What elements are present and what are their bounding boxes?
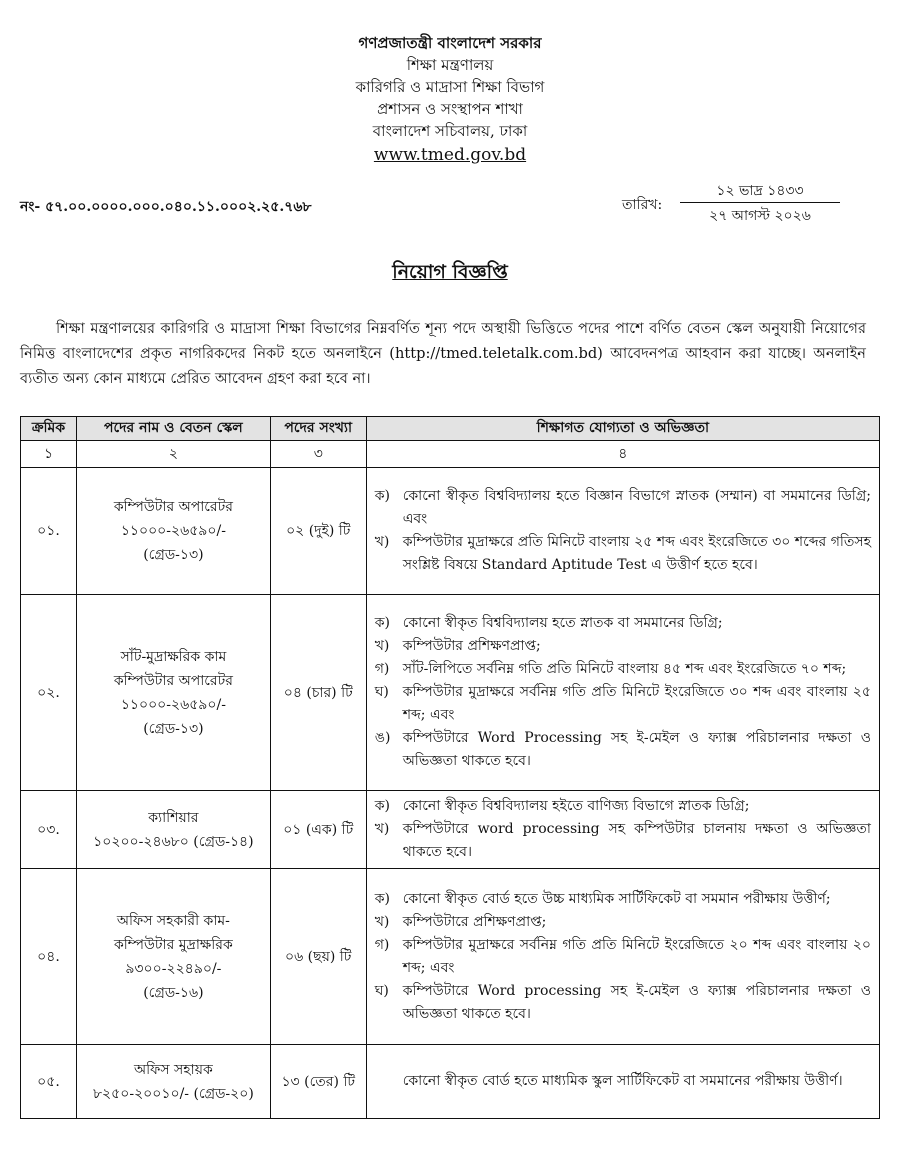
item-text: কম্পিউটারে Word Processing সহ ই-মেইল ও ফ্যাক্স পরিচালনার দক্ষতা ও অভিজ্ঞতা থাকতে হবে। xyxy=(402,730,871,769)
item-label: ঙ) xyxy=(374,730,391,746)
table-row xyxy=(21,791,880,869)
post-line: অফিস সহকারী কাম- xyxy=(116,912,230,929)
memo-number: নং- ৫৭.০০.০০০০.০০০.০৪০.১১.০০০২.২৫.৭৬৮ xyxy=(20,199,312,215)
row-serial: ০৩. xyxy=(21,791,77,869)
qualification-item xyxy=(375,980,871,1026)
table-row xyxy=(21,595,880,791)
post-name-scale xyxy=(76,791,270,869)
post-line: কম্পিউটার মুদ্রাক্ষরিক xyxy=(114,936,233,953)
post-count: ১৩ (তের) টি xyxy=(270,1045,366,1119)
item-label: ক) xyxy=(374,488,390,504)
item-text: কম্পিউটার মুদ্রাক্ষরে সর্বনিম্ন গতি প্রতি মিনিটে ইংরেজিতে ২০ শব্দ এবং বাংলায় ২০ শব্দ; এবং xyxy=(402,936,871,976)
qualification-item xyxy=(375,485,871,531)
date-block xyxy=(680,180,840,227)
qualification-item xyxy=(375,888,871,911)
location: বাংলাদেশ সচিবালয়, ঢাকা xyxy=(372,122,528,140)
post-name-scale xyxy=(76,595,270,791)
post-line: ক্যাশিয়ার xyxy=(148,809,199,826)
post-line: কম্পিউটার অপারেটর xyxy=(113,499,233,515)
item-label: গ) xyxy=(374,661,390,677)
row-serial: ০৫. xyxy=(21,1045,77,1119)
item-text: কম্পিউটার মুদ্রাক্ষরে সর্বনিম্ন গতি প্রতি মিনিটে ইংরেজিতে ৩০ শব্দ এবং বাংলায় ২৫ শব্দ; এবং xyxy=(402,684,871,723)
item-text: কোনো স্বীকৃত বোর্ড হতে উচ্চ মাধ্যমিক সার্টিফিকেট বা সমমান পরীক্ষায় উত্তীর্ণ; xyxy=(402,890,831,907)
qualification-item xyxy=(375,727,871,773)
column-number: ৪ xyxy=(366,441,879,468)
item-text: কম্পিউটারে প্রশিক্ষণপ্রাপ্ত; xyxy=(402,913,547,930)
table-row xyxy=(21,468,880,595)
item-label: খ) xyxy=(374,821,390,837)
post-line: (গ্রেড-১৩) xyxy=(143,720,204,737)
qualification-item xyxy=(375,658,871,681)
post-line: অফিস সহায়ক xyxy=(134,1061,213,1078)
letterhead xyxy=(0,32,900,166)
item-label: ক) xyxy=(374,890,390,907)
date-bangla: ১২ ভাদ্র ১৪৩৩ xyxy=(716,183,804,199)
row-serial: ০১. xyxy=(21,468,77,595)
post-count: ০২ (দুই) টি xyxy=(270,468,366,595)
post-count: ০৪ (চার) টি xyxy=(270,595,366,791)
post-line: ৮২৫০-২০০১০/- (গ্রেড-২০) xyxy=(92,1085,254,1102)
post-count: ০৬ (ছয়) টি xyxy=(270,869,366,1045)
post-name-scale xyxy=(76,1045,270,1119)
post-line: (গ্রেড-১৬) xyxy=(143,984,204,1001)
item-text: কোনো স্বীকৃত বিশ্ববিদ্যালয় হতে স্নাতক বা সমমানের ডিগ্রি; xyxy=(402,615,723,631)
qualification-cell xyxy=(366,468,879,595)
branch-name: প্রশাসন ও সংস্থাপন শাখা xyxy=(377,100,523,118)
ministry-name: শিক্ষা মন্ত্রণালয় xyxy=(406,56,494,74)
post-line: ৯৩০০-২২৪৯০/- xyxy=(125,960,222,977)
government-name: গণপ্রজাতন্ত্রী বাংলাদেশ সরকার xyxy=(358,34,542,52)
item-text: কম্পিউটার প্রশিক্ষণপ্রাপ্ত; xyxy=(402,638,541,654)
item-text: কম্পিউটারে word processing সহ কম্পিউটার চালনায় দক্ষতা ও অভিজ্ঞতা থাকতে হবে। xyxy=(402,821,871,860)
column-number: ৩ xyxy=(270,441,366,468)
qualification-cell xyxy=(366,869,879,1045)
item-text: কোনো স্বীকৃত বোর্ড হতে মাধ্যমিক স্কুল সার্টিফিকেট বা সমমানের পরীক্ষায় উত্তীর্ণ। xyxy=(402,1073,843,1089)
post-name-scale xyxy=(76,468,270,595)
column-number: ১ xyxy=(21,441,77,468)
item-text: কোনো স্বীকৃত বিশ্ববিদ্যালয় হতে বিজ্ঞান বিভাগে স্নাতক (সম্মান) বা সমমানের ডিগ্রি; এবং xyxy=(402,488,871,527)
item-text: কোনো স্বীকৃত বিশ্ববিদ্যালয় হইতে বাণিজ্য বিভাগে স্নাতক ডিগ্রি; xyxy=(402,798,750,814)
intro-paragraph: শিক্ষা মন্ত্রণালয়ের কারিগরি ও মাদ্রাসা শিক্ষা বিভাগের নিম্নবর্ণিত শূন্য পদে অস্থায়ী ভিত্তিতে পদের পাশে বর্ণিত বেতন স্কেল অনুযায়ী নিয়োগের নিমিত্ত বাংলাদেশের প্রকৃত নাগরিকদের নিকট হতে অনলাইনে (http://tmed.teletalk.com.bd) আবেদনপত্র আহবান করা যাচ্ছে। অনলাইন ব্যতীত অন্য কোন মাধ্যমে প্রেরিত আবেদন গ্রহণ করা হবে না। xyxy=(20,320,866,387)
post-line: ১১০০০-২৬৫৯০/- xyxy=(120,523,226,539)
item-label: ঘ) xyxy=(374,684,389,700)
header-serial: ক্রমিক xyxy=(21,417,77,441)
item-text: কম্পিউটারে Word processing সহ ই-মেইল ও ফ্যাক্স পরিচালনার দক্ষতা ও অভিজ্ঞতা থাকতে হবে। xyxy=(402,982,871,1022)
post-line: ১০২০০-২৪৬৮০ (গ্রেড-১৪) xyxy=(93,833,254,850)
qualification-item xyxy=(375,934,871,980)
date-divider xyxy=(680,202,840,203)
post-name-scale xyxy=(76,869,270,1045)
qualification-item xyxy=(375,795,871,818)
item-label: ক) xyxy=(374,798,390,814)
table-header-row xyxy=(21,417,880,441)
vacancy-table xyxy=(20,416,880,1119)
qualification-item xyxy=(375,635,871,658)
row-serial: ০২. xyxy=(21,595,77,791)
post-line: সাঁট-মুদ্রাক্ষরিক কাম xyxy=(120,648,227,665)
post-count: ০১ (এক) টি xyxy=(270,791,366,869)
date-gregorian: ২৭ আগস্ট ২০২৬ xyxy=(709,208,811,224)
qualification-cell xyxy=(366,791,879,869)
item-text: কম্পিউটার মুদ্রাক্ষরে প্রতি মিনিটে বাংলায় ২৫ শব্দ এবং ইংরেজিতে ৩০ শব্দের গতিসহ সংশ্লিষ্ট বিষয়ে Standard Aptitude Test এ উত্তীর্ণ হতে হবে। xyxy=(402,534,871,573)
item-label: ঘ) xyxy=(374,982,389,999)
item-label: ক) xyxy=(374,615,390,631)
column-number-row xyxy=(21,441,880,468)
header-count: পদের সংখ্যা xyxy=(270,417,366,441)
post-line: কম্পিউটার অপারেটর xyxy=(113,672,233,689)
row-serial: ০৪. xyxy=(21,869,77,1045)
item-label: খ) xyxy=(374,534,390,550)
post-line: (গ্রেড-১৩) xyxy=(143,547,204,563)
item-label: খ) xyxy=(374,638,390,654)
qualification-item xyxy=(375,911,871,934)
item-text: সাঁট-লিপিতে সর্বনিম্ন গতি প্রতি মিনিটে বাংলায় ৪৫ শব্দ এবং ইংরেজিতে ৭০ শব্দ; xyxy=(402,661,847,677)
item-label: খ) xyxy=(374,913,390,930)
qualification-item xyxy=(375,818,871,864)
table-row xyxy=(21,869,880,1045)
date-label: তারিখ: xyxy=(622,197,663,213)
qualification-item xyxy=(375,612,871,635)
website-link[interactable]: www.tmed.gov.bd xyxy=(373,145,527,165)
header-qualification: শিক্ষাগত যোগ্যতা ও অভিজ্ঞতা xyxy=(366,417,879,441)
column-number: ২ xyxy=(76,441,270,468)
qualification-cell xyxy=(366,595,879,791)
qualification-item xyxy=(375,1070,871,1093)
table-row xyxy=(21,1045,880,1119)
qualification-cell xyxy=(366,1045,879,1119)
header-post: পদের নাম ও বেতন স্কেল xyxy=(76,417,270,441)
notice-title: নিয়োগ বিজ্ঞপ্তি xyxy=(392,261,508,283)
division-name: কারিগরি ও মাদ্রাসা শিক্ষা বিভাগ xyxy=(355,78,545,96)
item-label: গ) xyxy=(374,936,390,953)
post-line: ১১০০০-২৬৫৯০/- xyxy=(120,696,226,713)
qualification-item xyxy=(375,681,871,727)
qualification-item xyxy=(375,531,871,577)
